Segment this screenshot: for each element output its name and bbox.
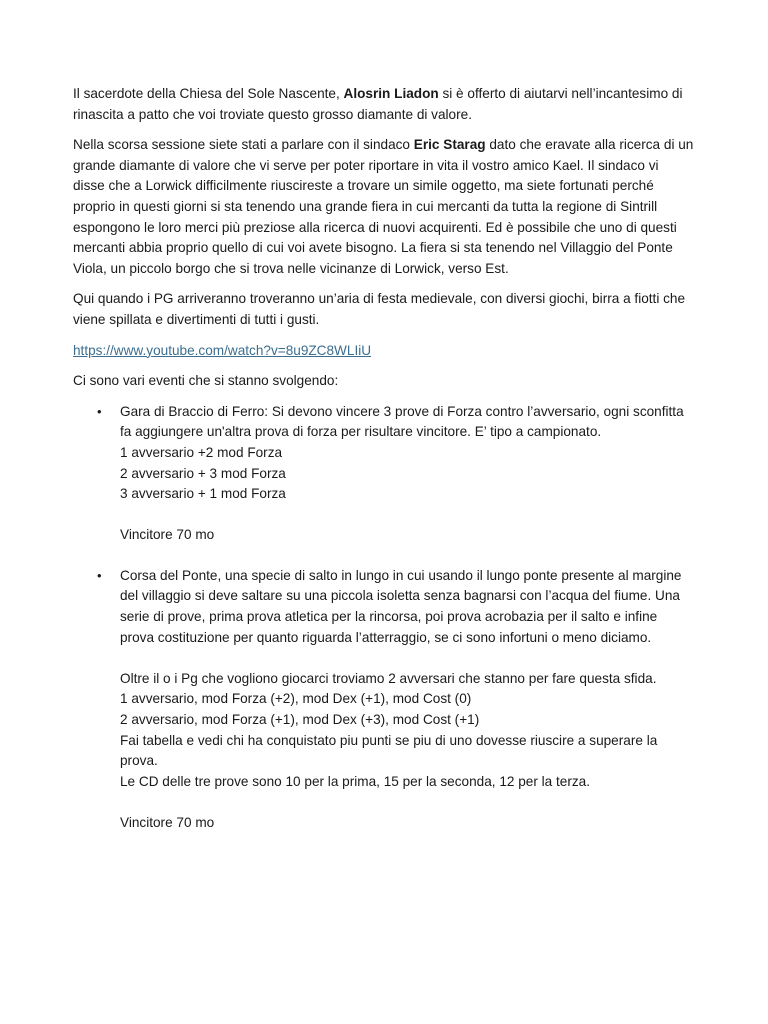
- session-text-post: dato che eravate alla ricerca di un grande diamante di valore che vi serve per poter riportare in vita il vostro amico Kael. Il sindaco vi disse che a Lorwick difficilmente riuscireste a trovare un simile oggetto, ma siete fortunati perché proprio in questi giorni si sta tenendo una grande fiera in cui mercanti da tutta la regione di Sintrill espongono le loro merci più preziose alla ricerca di nuovi acquirenti. Ed è possibile che uno di questi mercanti abbia proprio quello di cui voi avete bisogno. La fiera si sta tenendo nel Villaggio del Ponte Viola, un piccolo borgo che si trova nelle vicinanze di Lorwick, verso Est.: [73, 137, 694, 276]
- session-paragraph: [73, 135, 694, 279]
- list-item: [73, 402, 694, 546]
- event1-opponent-3: 3 avversario + 1 mod Forza: [120, 486, 286, 502]
- mayor-name: Eric Starag: [413, 137, 486, 153]
- event1-opponent-2: 2 avversario + 3 mod Forza: [120, 465, 286, 481]
- events-list: [73, 402, 694, 834]
- event1-description: Gara di Braccio di Ferro: Si devono vincere 3 prove di Forza contro l’avversario, ogni sconfitta fa aggiungere un'altra prova di forza per risultare vincitore. E’ tipo a campionato.: [120, 403, 684, 440]
- event2-winner: Vincitore 70 mo: [120, 815, 215, 830]
- youtube-link[interactable]: https://www.youtube.com/watch?v=8u9ZC8WLIiU: [73, 342, 372, 358]
- event2-opponents-intro: Oltre il o i Pg che vogliono giocarci troviamo 2 avversari che stanno per fare questa sfida.: [120, 670, 657, 686]
- session-text-pre: Nella scorsa sessione siete stati a parlare con il sindaco: [73, 137, 414, 153]
- event2-description: Corsa del Ponte, una specie di salto in lungo in cui usando il lungo ponte presente al margine del villaggio si deve saltare su una piccola isoletta senza bagnarsi con l’acqua del fiume. Una serie di prove, prima prova atletica per la rincorsa, poi prova acrobazia per il salto e infine prova costituzione per quanto riguarda l’atterraggio, se ci sono infortuni o meno diciamo.: [120, 567, 682, 645]
- event2-opponent-2: 2 avversario, mod Forza (+1), mod Dex (+3), mod Cost (+1): [120, 712, 480, 728]
- link-paragraph: [73, 341, 694, 362]
- list-item: [73, 566, 694, 834]
- event1-opponent-1: 1 avversario +2 mod Forza: [120, 444, 283, 460]
- bullet-icon: •: [97, 403, 102, 419]
- event2-opponent-1: 1 avversario, mod Forza (+2), mod Dex (+1), mod Cost (0): [120, 691, 472, 707]
- event2-cd-note: Le CD delle tre prove sono 10 per la prima, 15 per la seconda, 12 per la terza.: [120, 773, 591, 789]
- bullet-icon: •: [97, 567, 102, 583]
- festa-paragraph: Qui quando i PG arriveranno troveranno un’aria di festa medievale, con diversi giochi, birra a fiotti che viene spillata e divertimenti di tutti i gusti.: [73, 291, 686, 327]
- event1-winner: Vincitore 70 mo: [120, 527, 215, 543]
- blank-line: [120, 505, 694, 526]
- blank-line: [120, 648, 694, 669]
- intro-paragraph: [73, 84, 694, 125]
- intro-text-post: si è offerto di aiutarvi nell’incantesimo di rinascita a patto che voi troviate questo grosso diamante di valore.: [73, 86, 683, 122]
- priest-name: Alosrin Liadon: [343, 86, 439, 101]
- intro-text-pre: Il sacerdote della Chiesa del Sole Nascente,: [73, 86, 344, 101]
- blank-line: [120, 792, 694, 813]
- event2-table-note: Fai tabella e vedi chi ha conquistato piu punti se piu di uno dovesse riuscire a superare la prova.: [120, 732, 658, 769]
- events-intro: Ci sono vari eventi che si stanno svolgendo:: [73, 373, 339, 389]
